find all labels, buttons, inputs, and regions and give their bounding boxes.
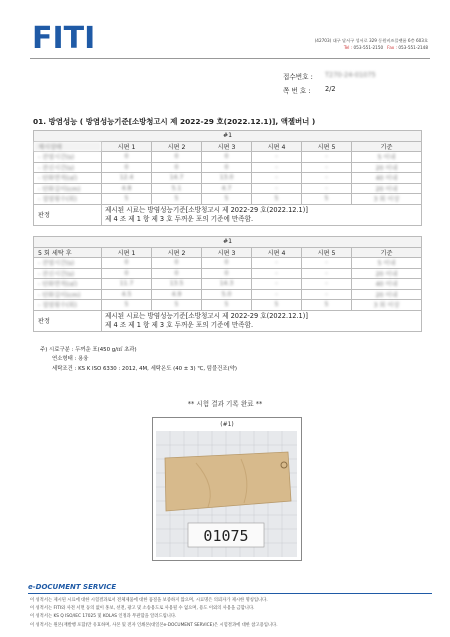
table-cell: 0 [152, 152, 202, 163]
table-cell: 14.7 [152, 173, 202, 184]
table-cell: 5 [102, 300, 152, 311]
notes-block [40, 346, 237, 374]
table-row [34, 173, 422, 184]
footer-line: 이 성적서는 제시된 시료에 대한 시험결과로서 전체제품에 대한 품질을 보증하지 않으며, 시료명은 의뢰자가 제시한 명칭입니다. [30, 598, 268, 603]
table-cell: 5 [202, 194, 252, 205]
table-cell: 4.7 [202, 183, 252, 194]
receipt-label: 접수번호 : [283, 73, 313, 81]
table-cell: 11.7 [102, 279, 152, 290]
table-cell: 20 이내 [352, 289, 422, 300]
table-row [34, 289, 422, 300]
table-cell: 0 [102, 152, 152, 163]
judgement-line: 제 4 조 제 1 항 제 3 호 두꺼운 포의 기준에 만족함. [105, 320, 254, 329]
table-cell: - [252, 289, 302, 300]
footer-line: 이 성적서는 원본(재발행 포함)만 유효하며, 사본 및 전자 인쇄본(대일본e-DOCUMENT SERVICE)은 시험결과에 대한 참고용입니다. [30, 622, 278, 628]
footer-line: 이 성적서는 KS Q ISO/IEC 17025 및 KOLAS 인정과 무관함을 알려드립니다. [30, 614, 177, 620]
table2-col-header: 시편 1 [102, 247, 152, 258]
table-cell: 20 이내 [352, 183, 422, 194]
table-cell: - 탄화면적(㎠) [34, 279, 102, 290]
table-cell: 5 이내 [352, 258, 422, 269]
note-sample-type: 주) 시료구분 : 두꺼운 포(450 g/㎡ 초과) [40, 347, 137, 353]
tel-label: Tel : [343, 45, 353, 50]
table-cell: - 탄화면적(㎠) [34, 173, 102, 184]
table-cell: - [302, 152, 352, 163]
table-cell: - [252, 279, 302, 290]
table-cell: - [252, 183, 302, 194]
table-cell: - [252, 268, 302, 279]
table-row [34, 152, 422, 163]
table1-col-header: 시편 3 [202, 141, 252, 152]
page-number [283, 85, 336, 95]
table1-col-header: 시편 5 [302, 141, 352, 152]
judgement-text [102, 310, 422, 331]
table-cell: 5 [202, 300, 252, 311]
fabric-sample [165, 452, 291, 511]
table-cell: 40 이내 [352, 173, 422, 184]
footer-divider [28, 593, 432, 594]
table-cell: 0 [202, 152, 252, 163]
table-cell: 12.4 [102, 173, 152, 184]
sample-photo [156, 431, 297, 557]
sample-tag-number: 01075 [203, 527, 249, 545]
table-cell: - [252, 162, 302, 173]
table2-col-header: 시편 3 [202, 247, 252, 258]
table1-col-header: 기준 [352, 141, 422, 152]
company-address-block [315, 37, 428, 51]
judgement-label: 판정 [34, 310, 102, 331]
table2-col-header: 기준 [352, 247, 422, 258]
table-cell: - [302, 162, 352, 173]
table-cell: 0 [152, 258, 202, 269]
table-cell: 13.0 [202, 173, 252, 184]
table1-header-row [34, 141, 422, 152]
table-cell: - [302, 268, 352, 279]
address-text: (42703) 대구 달서구 성서로 329 동원비즈플랫폼 6층 603호 [314, 38, 428, 43]
judgement-row [34, 204, 422, 225]
table-row [34, 300, 422, 311]
table-cell: 20 이내 [352, 268, 422, 279]
table1-col-header: 시편 2 [152, 141, 202, 152]
photo-caption: (#1) [220, 421, 234, 428]
table-cell: 4.9 [152, 289, 202, 300]
table-cell: - 접염횟수(회) [34, 300, 102, 311]
fax-label: Fax : [387, 45, 397, 50]
table1-col-header: 시편 4 [252, 141, 302, 152]
table-cell: 5 이내 [352, 152, 422, 163]
results-table-after-wash [33, 236, 422, 332]
table-cell: 0 [102, 268, 152, 279]
table-row [34, 268, 422, 279]
record-complete-text: ** 시험 결과 기록 완료 ** [187, 400, 263, 408]
table-cell: - [302, 173, 352, 184]
edocument-title: e-DOCUMENT SERVICE [28, 583, 117, 591]
sample-photo-frame [152, 417, 302, 561]
table-row [34, 258, 422, 269]
table2-col-header: 5 회 세탁 후 [34, 247, 102, 258]
table-cell: - 잔염시간(s) [34, 258, 102, 269]
table-cell: 0 [152, 162, 202, 173]
table2-header-row [34, 247, 422, 258]
table-cell: 0 [152, 268, 202, 279]
table-cell: 20 이내 [352, 162, 422, 173]
table1-group: #1 [34, 131, 422, 142]
table-cell: - [302, 279, 352, 290]
table-cell: 3 회 이상 [352, 300, 422, 311]
table-cell: 5 [252, 194, 302, 205]
table-row [34, 279, 422, 290]
table-cell: - [252, 152, 302, 163]
table2-col-header: 시편 4 [252, 247, 302, 258]
judgement-line: 제시된 시료는 방염성능기준[소방청고시 제 2022-29 호(2022.12.1)] [105, 311, 308, 320]
table-cell: 5 [152, 194, 202, 205]
table-cell: 13.5 [152, 279, 202, 290]
table-row [34, 194, 422, 205]
table-cell: 5 [302, 194, 352, 205]
table2-group: #1 [34, 237, 422, 248]
section-title: 01. 방염성능 ( 방염성능기준[소방청고시 제 2022-29 호(2022.12.1)], 액젤버너 ) [33, 117, 316, 126]
table-cell: 0 [102, 162, 152, 173]
fax-value: 053-551-2148 [398, 45, 428, 50]
table-cell: - [302, 289, 352, 300]
table-row [34, 183, 422, 194]
table-cell: 4.8 [102, 183, 152, 194]
table-cell: 5.1 [152, 183, 202, 194]
table-cell: 14.3 [202, 279, 252, 290]
table-cell: - 탄화길이(cm) [34, 183, 102, 194]
table2-col-header: 시편 5 [302, 247, 352, 258]
table2-col-header: 시편 2 [152, 247, 202, 258]
table-cell: - 접염횟수(회) [34, 194, 102, 205]
tel-value: 053-551-2150 [353, 45, 384, 50]
table-cell: - [252, 258, 302, 269]
table-cell: 5 [102, 194, 152, 205]
table-cell: - 잔신시간(s) [34, 162, 102, 173]
footer-line: 이 성적서는 FITI와 사전 서면 동의 없이 홍보, 선전, 광고 및 소송용도로 사용될 수 없으며, 용도 이외의 사용을 금합니다. [30, 606, 255, 612]
table-cell: 40 이내 [352, 279, 422, 290]
table-cell: 5 [302, 300, 352, 311]
receipt-value: T270-24-01075 [325, 71, 376, 79]
table-cell: 0 [202, 258, 252, 269]
judgement-line: 제 4 조 제 1 항 제 3 호 두꺼운 포의 기준에 만족함. [105, 214, 254, 223]
logo-text: FITI [32, 22, 96, 52]
table-cell: - [302, 183, 352, 194]
judgement-line: 제시된 시료는 방염성능기준[소방청고시 제 2022-29 호(2022.12.1)] [105, 205, 308, 214]
note-burn-type: 연소형태 : 용융 [52, 356, 89, 363]
table-cell: - 잔염시간(s) [34, 152, 102, 163]
page-label: 쪽 번 호 : [283, 87, 311, 95]
table-cell: 5 [152, 300, 202, 311]
table-cell: 5 [252, 300, 302, 311]
table-cell: 0 [202, 268, 252, 279]
receipt-number [283, 71, 376, 81]
fiti-logo [32, 22, 132, 52]
table-cell: 0 [202, 162, 252, 173]
table1-col-header: 제시상태 [34, 141, 102, 152]
note-wash-condition: 세탁조건 : KS K ISO 6330 : 2012, 4M, 세탁온도 (40 ± 3) ℃, 텀블건조(약) [52, 365, 237, 372]
header-divider [30, 58, 430, 59]
table-cell: - [302, 258, 352, 269]
table-cell: - [252, 173, 302, 184]
judgement-row [34, 310, 422, 331]
page-value: 2/2 [325, 85, 336, 93]
table1-col-header: 시편 1 [102, 141, 152, 152]
judgement-label: 판정 [34, 204, 102, 225]
table-cell: 5.0 [202, 289, 252, 300]
judgement-text [102, 204, 422, 225]
table-cell: - 잔신시간(s) [34, 268, 102, 279]
footer-disclaimer [30, 597, 278, 630]
table-cell: 0 [102, 258, 152, 269]
table-cell: 4.5 [102, 289, 152, 300]
results-table-initial [33, 130, 422, 226]
table-row [34, 162, 422, 173]
table-cell: 3 회 이상 [352, 194, 422, 205]
table-cell: - 탄화길이(cm) [34, 289, 102, 300]
